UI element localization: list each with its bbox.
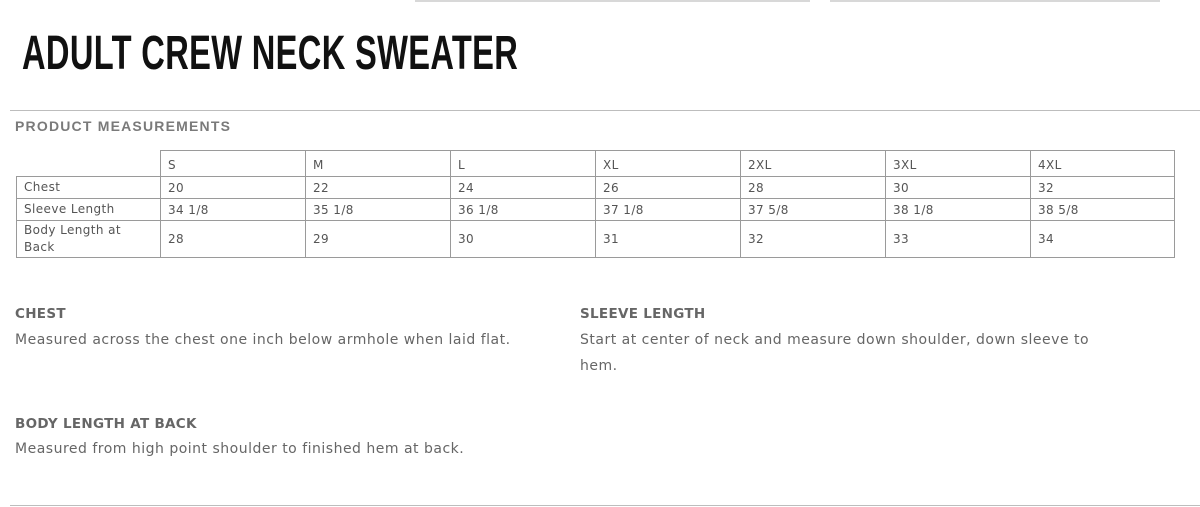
table-cell: 34 (1031, 221, 1175, 258)
table-row (17, 199, 1175, 221)
size-header-cell: S (161, 151, 306, 177)
section-label: PRODUCT MEASUREMENTS (15, 118, 232, 134)
size-chart-table (16, 150, 1175, 258)
chest-heading: CHEST (15, 306, 66, 322)
table-cell: 38 1/8 (886, 199, 1031, 221)
table-cell: 33 (886, 221, 1031, 258)
sleeve-length-description: Start at center of neck and measure down shoulder, down sleeve to hem. (580, 332, 1090, 374)
size-header-cell: XL (596, 151, 741, 177)
table-cell: 32 (1031, 177, 1175, 199)
table-cell: 30 (451, 221, 596, 258)
table-cell: 29 (306, 221, 451, 258)
size-header-cell: 3XL (886, 151, 1031, 177)
sleeve-length-heading: SLEEVE LENGTH (580, 306, 706, 322)
chest-description: Measured across the chest one inch below armhole when laid flat. (15, 332, 511, 348)
row-label: Chest (17, 177, 161, 199)
table-row (17, 177, 1175, 199)
table-cell: 37 5/8 (741, 199, 886, 221)
body-length-description: Measured from high point shoulder to finished hem at back. (15, 441, 465, 457)
table-cell: 22 (306, 177, 451, 199)
table-row (17, 221, 1175, 258)
table-cell: 24 (451, 177, 596, 199)
table-cell: 28 (741, 177, 886, 199)
table-cell: 28 (161, 221, 306, 258)
size-header-row (17, 151, 1175, 177)
table-cell: 30 (886, 177, 1031, 199)
table-cell: 26 (596, 177, 741, 199)
row-label: Body Length at Back (17, 221, 161, 258)
size-header-cell: L (451, 151, 596, 177)
table-cell: 36 1/8 (451, 199, 596, 221)
top-edge-line-right (830, 0, 1160, 2)
bottom-divider (10, 505, 1200, 506)
size-header-cell: 4XL (1031, 151, 1175, 177)
header-corner (17, 151, 161, 177)
body-length-heading: BODY LENGTH AT BACK (15, 416, 197, 432)
table-cell: 32 (741, 221, 886, 258)
size-header-cell: 2XL (741, 151, 886, 177)
top-edge-line-left (415, 0, 810, 2)
table-cell: 20 (161, 177, 306, 199)
table-cell: 37 1/8 (596, 199, 741, 221)
table-cell: 31 (596, 221, 741, 258)
table-cell: 35 1/8 (306, 199, 451, 221)
title-divider (10, 110, 1200, 111)
row-label: Sleeve Length (17, 199, 161, 221)
table-cell: 34 1/8 (161, 199, 306, 221)
size-header-cell: M (306, 151, 451, 177)
page-title: ADULT CREW NECK SWEATER (22, 27, 519, 80)
table-cell: 38 5/8 (1031, 199, 1175, 221)
